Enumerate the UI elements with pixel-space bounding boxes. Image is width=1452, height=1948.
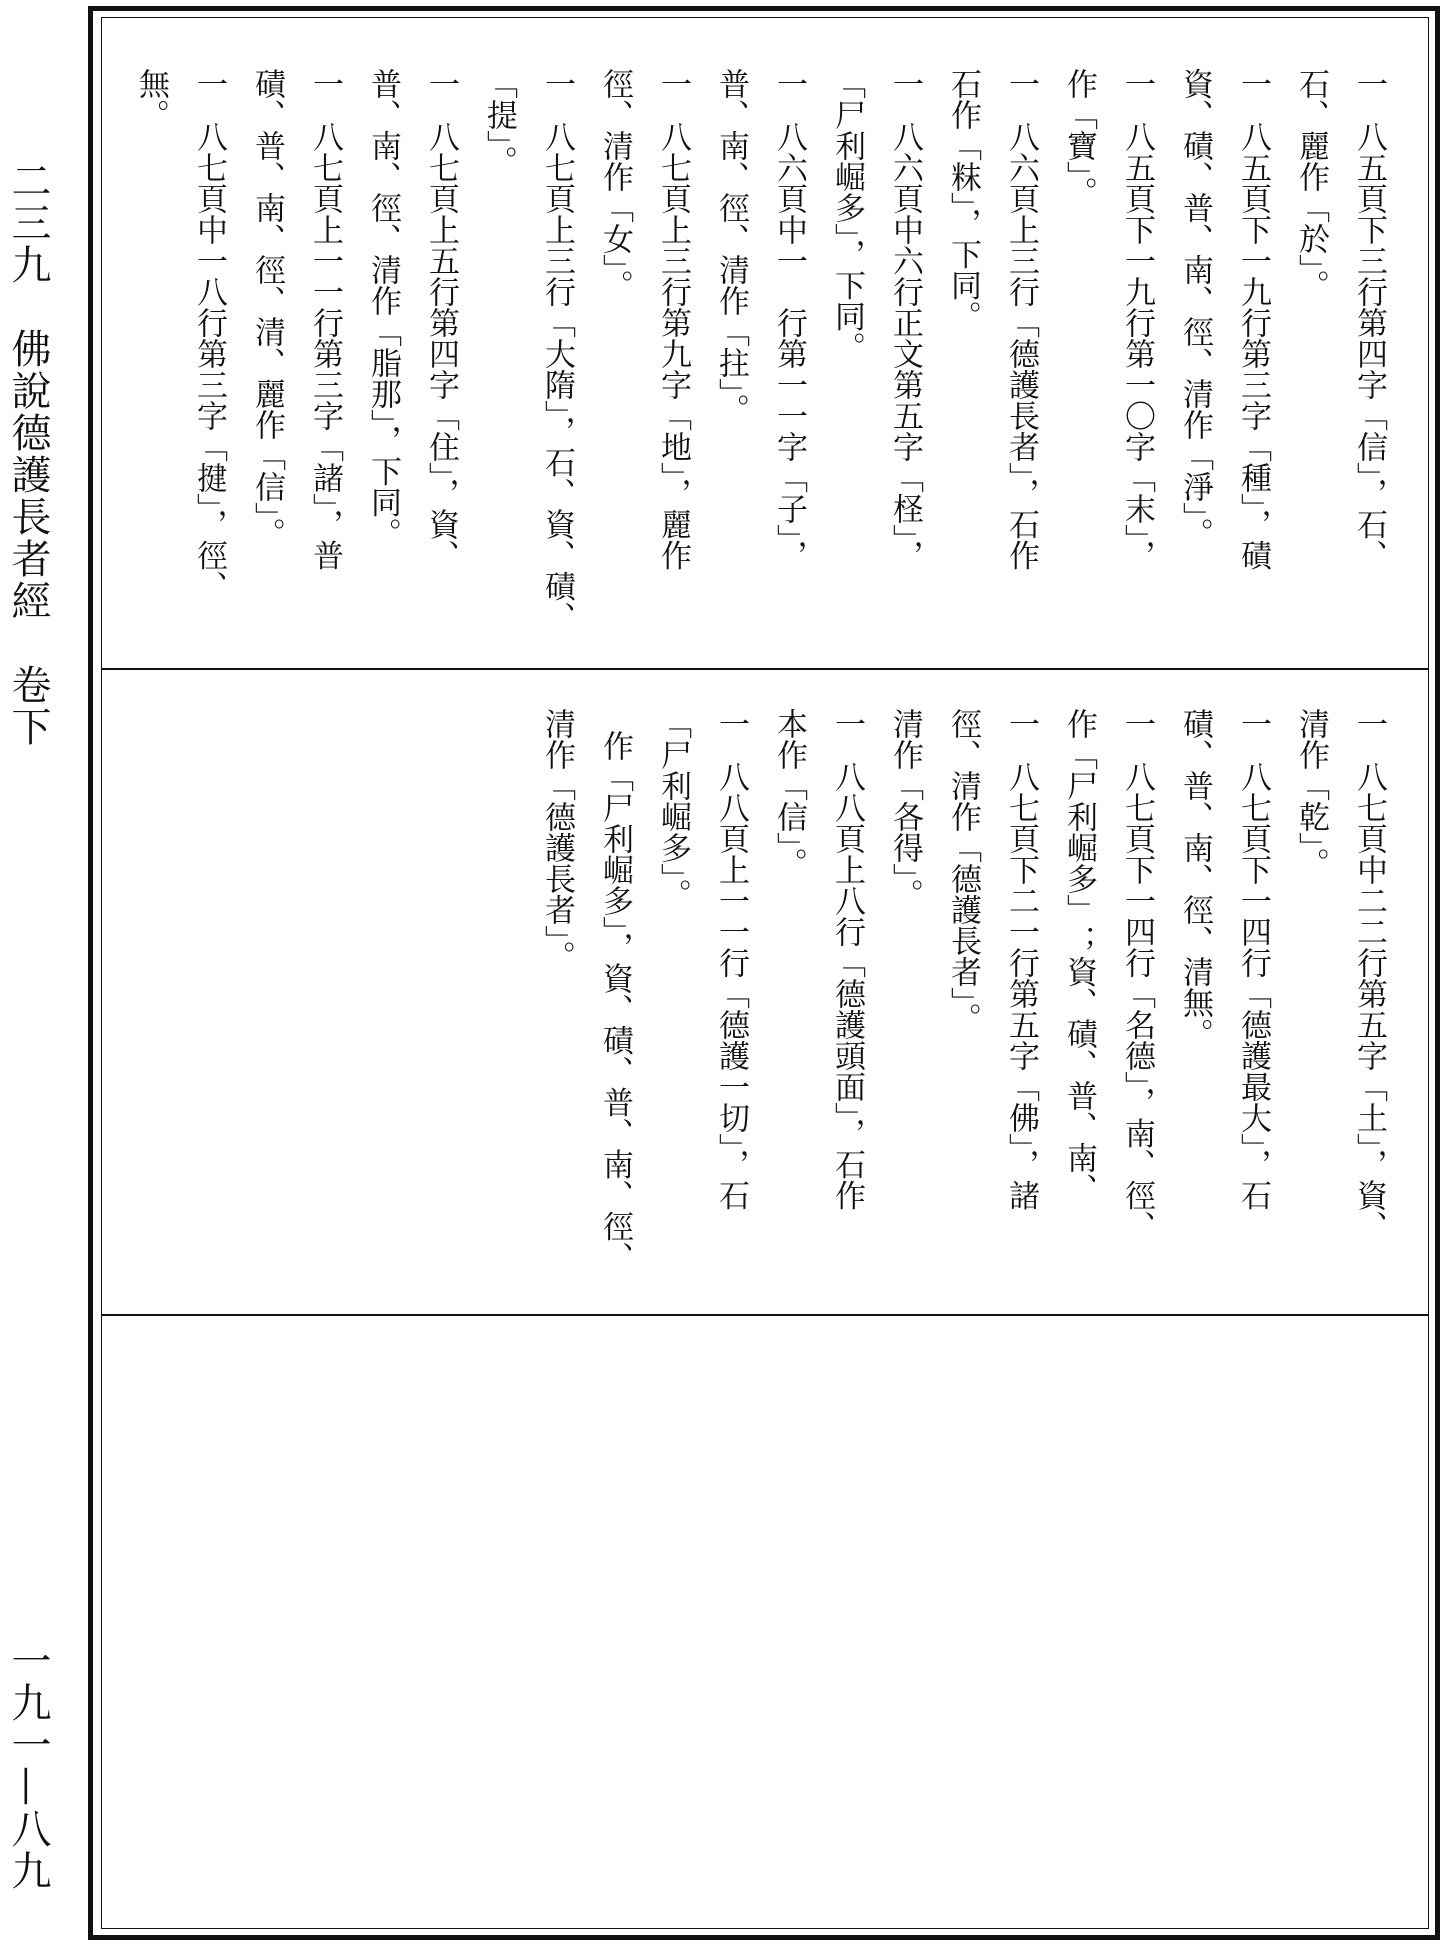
note-line: [1340, 708, 1398, 1298]
page-frame: [88, 6, 1440, 1940]
note-line: [992, 708, 1050, 1298]
note-line: [876, 68, 934, 668]
note-text: 八七頁上五行第四字「住」，資、: [423, 121, 459, 571]
note-text: 石作「粖」，下同。: [945, 68, 981, 332]
note-line: [1224, 708, 1282, 1298]
page-frame-inner: [101, 17, 1429, 1929]
note-text: 八七頁下一四行「德護最大」，石: [1235, 761, 1271, 1211]
note-text: 八七頁上三行「大隋」，石、資、磧、: [539, 121, 575, 633]
collation-note: [876, 708, 1050, 1298]
note-line: [644, 68, 702, 668]
note-text: 八六頁中一 行第一一字「子」，: [771, 121, 807, 571]
note-line: [122, 68, 180, 668]
note-text: 作「尸利崛多」，資、磧、普、南、徑、: [597, 730, 633, 1273]
note-text: 「提」。: [481, 68, 517, 177]
margin-folio-number: 一九一—八九: [5, 1640, 51, 1892]
note-text: 八七頁上一一行第三字「諸」，普: [307, 121, 343, 571]
note-marker: 一: [1119, 68, 1155, 99]
note-line: [818, 68, 876, 668]
collation-note: [354, 68, 470, 668]
note-line: [412, 68, 470, 668]
note-text: 清作「乾」。: [1293, 708, 1329, 879]
note-marker: 一: [1119, 708, 1155, 739]
note-line: [760, 708, 818, 1298]
margin-running-title: 二三九 佛說德護長者經 卷下: [5, 160, 51, 748]
note-line: [1108, 68, 1166, 668]
note-marker: 一: [713, 708, 749, 739]
note-line: [180, 68, 238, 668]
note-text: 作「尸利崛多」；資、磧、普、南、: [1061, 708, 1097, 1204]
collation-note: [818, 68, 934, 668]
collation-note: [1166, 708, 1282, 1298]
note-line: [1224, 68, 1282, 668]
note-text: 八七頁中一八行第三字「揵」，徑、: [191, 121, 227, 602]
upper-register: [122, 68, 1398, 668]
note-line: [528, 68, 586, 668]
note-text: 資、磧、普、南、徑、清作「淨」。: [1177, 68, 1213, 549]
note-text: 八五頁下三行第四字「信」，石、: [1351, 121, 1387, 571]
note-text: 八七頁中二二行第五字「土」，資、: [1351, 761, 1387, 1242]
note-line: [818, 708, 876, 1298]
note-text: 石、麗作「於」。: [1293, 68, 1329, 301]
note-text: 八七頁下一四行「名德」，南、徑、: [1119, 761, 1155, 1242]
note-text: 「尸利崛多」。: [655, 708, 691, 910]
collation-note: [1282, 708, 1398, 1298]
note-text: 無。: [133, 68, 169, 130]
note-line: [760, 68, 818, 668]
note-line: [1050, 68, 1108, 668]
note-marker: 一: [1235, 708, 1271, 739]
collation-note: [644, 708, 760, 1298]
note-line: [702, 708, 760, 1298]
middle-register: [528, 708, 1398, 1298]
note-line: [876, 708, 934, 1298]
note-marker: 一: [771, 68, 807, 99]
note-line: [934, 708, 992, 1298]
note-line: [1340, 68, 1398, 668]
collation-note: [528, 708, 644, 1298]
note-text: 八六頁上三行「德護長者」，石作: [1003, 121, 1039, 571]
note-line: [1166, 68, 1224, 668]
collation-note: [702, 68, 818, 668]
collation-note: [1282, 68, 1398, 668]
note-text: 磧、普、南、徑、清、麗作「信」。: [249, 68, 285, 549]
note-text: 八八頁上八行「德護頭面」，石作: [829, 761, 865, 1211]
note-marker: 一: [1235, 68, 1271, 99]
note-marker: 一: [539, 68, 575, 99]
collation-note: [470, 68, 586, 668]
note-marker: 一: [1351, 708, 1387, 739]
note-text: 磧、普、南、徑、清無。: [1177, 708, 1213, 1049]
note-text: 本作「信」。: [771, 708, 807, 879]
note-marker: 一: [423, 68, 459, 99]
collation-note: [122, 68, 238, 668]
note-text: 「尸利崛多」，下同。: [829, 68, 865, 363]
note-text: 徑、清作「德護長者」。: [945, 708, 981, 1034]
note-text: 普、南、徑、清作「脂那」，下同。: [365, 68, 401, 549]
note-marker: 一: [307, 68, 343, 99]
note-text: 八七頁上三行第九字「地」，麗作: [655, 121, 691, 571]
note-text: 八六頁中六行正文第五字「柽」，: [887, 121, 923, 571]
note-marker: 一: [655, 68, 691, 99]
note-text: 八八頁上一一行「德護一切」，石: [713, 761, 749, 1211]
note-text: 作「寶」。: [1061, 68, 1097, 208]
collation-note: [1050, 68, 1166, 668]
note-line: [644, 708, 702, 1298]
note-text: 八五頁下一九行第三字「種」，磧: [1235, 121, 1271, 571]
collation-note: [934, 68, 1050, 668]
note-text: 普、南、徑、清作「拄」。: [713, 68, 749, 425]
note-line: [1282, 68, 1340, 668]
note-marker: 一: [887, 68, 923, 99]
note-line: [1108, 708, 1166, 1298]
note-text: 清作「各得」。: [887, 708, 923, 910]
note-line: [354, 68, 412, 668]
collation-note: [1050, 708, 1166, 1298]
note-marker: 一: [1351, 68, 1387, 99]
note-line: [934, 68, 992, 668]
note-line: [1282, 708, 1340, 1298]
note-marker: 一: [191, 68, 227, 99]
note-line: [702, 68, 760, 668]
note-line: [586, 68, 644, 668]
note-line: [992, 68, 1050, 668]
note-text: 八七頁下二一行第五字「佛」，諸: [1003, 761, 1039, 1211]
note-text: 清作「德護長者」。: [539, 708, 575, 972]
note-marker: 一: [1003, 708, 1039, 739]
note-line: [528, 708, 586, 1298]
note-line: [470, 68, 528, 668]
register-divider-upper: [102, 668, 1428, 670]
note-text: 八五頁下一九行第一〇字「末」，: [1119, 121, 1155, 571]
register-divider-lower: [102, 1314, 1428, 1316]
note-line: [586, 708, 644, 1298]
note-line: [296, 68, 354, 668]
note-line: [1166, 708, 1224, 1298]
note-line: [238, 68, 296, 668]
collation-note: [760, 708, 876, 1298]
collation-note: [238, 68, 354, 668]
note-marker: 一: [829, 708, 865, 739]
note-line: [1050, 708, 1108, 1298]
note-text: 徑、清作「女」。: [597, 68, 633, 301]
collation-note: [586, 68, 702, 668]
collation-note: [1166, 68, 1282, 668]
note-marker: 一: [1003, 68, 1039, 99]
